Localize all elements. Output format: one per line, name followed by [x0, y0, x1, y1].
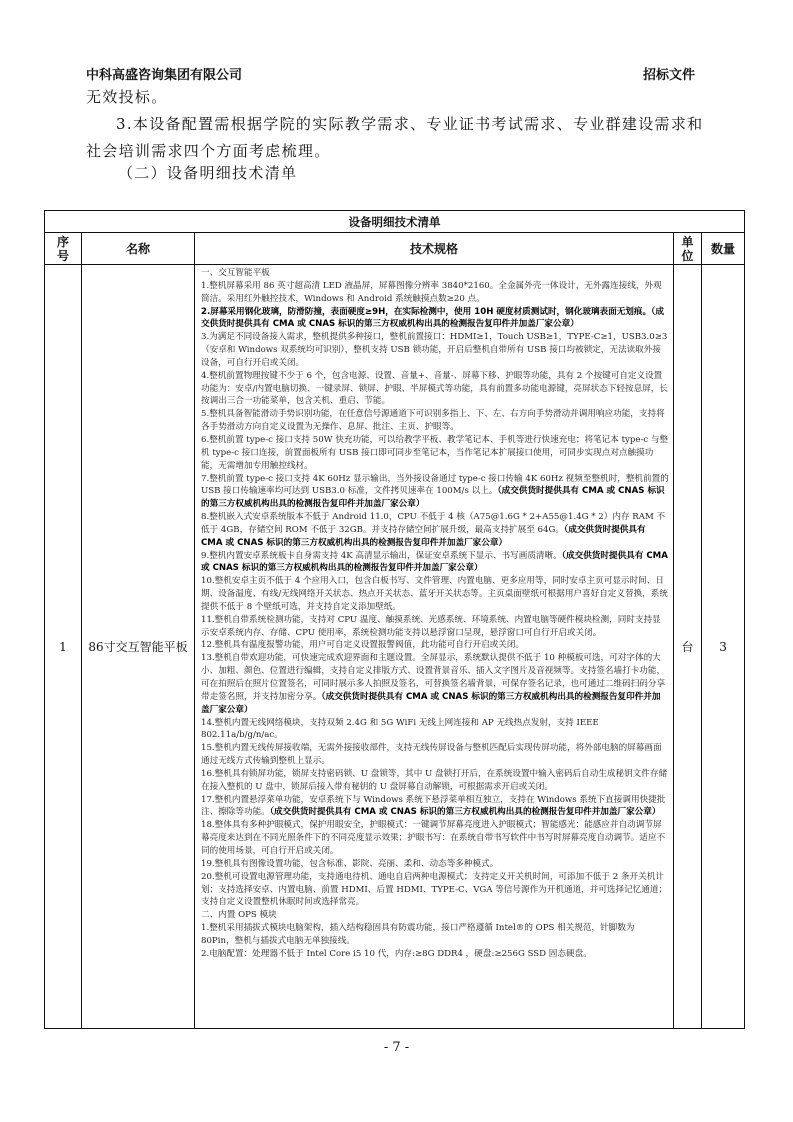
paragraph-continued: 无效投标。 — [86, 88, 168, 106]
spec-line: 20.整机可设置电源管理功能，支持通电待机、通电自启两种电源模式；支持定义开关机时间，可添加不低于 2 条开关机计划；支持选择安卓、内置电脑、前置 HDMI、后置 HDMI、TYPE-C、VGA 等信号源作为开机通道，并可选择记忆通道；支持自定义设置整机休眠时间或选择常亮。 — [201, 871, 668, 908]
row-unit: 台 — [674, 265, 702, 1029]
col-header-spec: 技术规格 — [195, 233, 674, 265]
row-qty: 3 — [702, 265, 745, 1029]
spec-line: 5.整机具备智能滑动手势识别功能，在任意信号源通道下可识别多指上、下、左、右方向手势滑动并调用响应功能，支持将各手势滑动方向自定义设置为无操作、息屏、批注、主页、护眼等。 — [201, 409, 665, 433]
spec-line: 3.为满足不同设备接入需求，整机提供多种接口，整机前置接口：HDMI≥1，Touch USB≥1，TYPE-C≥1，USB3.0≥3（安卓和 Windows 双系统均可识别），整机支持 USB 锁功能，开启后整机自带所有 USB 接口均被锁定，无法读取外接设备，可自行开启或关闭。 — [201, 332, 668, 368]
col-header-unit: 单 位 — [674, 233, 702, 265]
spec-line — [201, 306, 669, 332]
col-header-qty: 数量 — [702, 233, 745, 265]
spec-line: 1.整机屏幕采用 86 英寸超高清 LED 液晶屏，屏幕图像分辨率 3840*2160。全金属外壳一体设计，无外露连接线，外观简洁。采用红外触控技术，Windows 和 Android 系统触摸点数≥20 点。 — [201, 280, 662, 304]
table-row — [45, 265, 745, 1029]
row-no: 1 — [45, 265, 82, 1029]
spec-line: 6.整机前置 type-c 接口支持 50W 快充功能，可以给教学平板、教学笔记本、手机等进行快速充电；将笔记本 type-c 与整机 type-c 接口连接，前置面板所有 USB 接口即可同步至笔记本，当作笔记本扩展接口使用，可同步实现点对点触摸功能，无需增加专用触控线材。 — [201, 434, 669, 471]
spec-line: 18.整体具有多种护眼模式，保护用眼安全，护眼模式：一键调节屏幕亮度进入护眼模式；智能感光：能感应并自动调节屏幕亮度来达到在不同光照条件下的不同亮度显示效果；护眼书写：在系统自带书写软件中书写时屏幕亮度自动调节。适应不同的使用场景，可自行开启或关闭。 — [201, 820, 666, 856]
col-header-name: 名称 — [82, 233, 195, 265]
row-name: 86寸交互智能平板 — [82, 265, 195, 1029]
spec-line: 19.整机具有图像设置功能，包含标准、影院、亮丽、柔和、动态等多种模式。 — [201, 858, 499, 869]
spec-line: 12.整机具有温度报警功能，用户可自定义设置报警阀值，此功能可自行开启或关闭。 — [201, 640, 525, 651]
table-title: 设备明细技术清单 — [45, 211, 745, 233]
spec-line: 8.整机嵌入式安卓系统版本不低于 Android 11.0，CPU 不低于 4 核（A75@1.6G * 2+A55@1.4G * 2）内存 RAM 不低于 4GB，存储空间 ROM 不低于 32GB。并支持存储空间扩展升级，最高支持扩展至 64G。（成交供货时提供具有 CMA 或 CNAS 标识的第三方权威机构出具的检测报告复印件并加盖厂家公章） — [201, 512, 666, 548]
page-number: - 7 - — [383, 1040, 410, 1055]
paragraph-3: 3.本设备配置需根据学院的实际教学需求、专业证书考试需求、专业群建设需求和社会培训需求四个方面考虑梳理。 — [86, 115, 704, 160]
spec-line: 16.整机具有锁屏功能，锁屏支持密码锁、U 盘锁等，其中 U 盘锁打开后，在系统设置中输入密码后自动生成秘钥文件存储在接入整机的 U 盘中，锁屏后接入带有秘钥的 U 盘屏幕自动解锁，可根据需求开启或关闭。 — [201, 768, 668, 792]
spec-line: 17.整机内置悬浮菜单功能，安卓系统下与 Windows 系统下悬浮菜单相互独立，支持在 Windows 系统下直接调用快捷批注、擦除等功能。（成交供货时提供具有 CMA 或 CNAS 标识的第三方权威机构出具的检测报告复印件并加盖厂家公章） — [201, 794, 666, 818]
header-doc-type: 招标文件 — [642, 68, 695, 83]
spec-requirement-note: （成交供货时提供具有 CMA 或 CNAS 标识的第三方权威机构出具的检测报告复印件并加盖厂家公章） — [201, 691, 661, 715]
spec-line: 11.整机自带系统检测功能，支持对 CPU 温度、触摸系统、光感系统、环境系统、内置电脑等硬件模块检测，同时支持显示安卓系统内存、存储、CPU 使用率，系统检测功能支持以悬浮窗口呈现，悬浮窗口可自行开启或关闭。 — [201, 614, 661, 638]
spec-requirement-note: （成交供货时提供具有 CMA 或 CNAS 标识的第三方权威机构出具的检测报告复印件并加盖厂家公章） — [269, 807, 661, 818]
spec-line: 2.电脑配置：处理器不低于 Intel Core i5 10 代，内存:≥8G DDR4 ，硬盘:≥256G SSD 固态硬盘。 — [201, 948, 592, 959]
row-spec — [195, 265, 674, 1029]
spec-line: 14.整机内置无线网络模块，支持双频 2.4G 和 5G WiFi 无线上网连接和 AP 无线热点发射，支持 IEEE 802.11a/b/g/n/ac。 — [201, 717, 599, 741]
spec-requirement-note: （成交供货时提供具有 CMA 或 CNAS 标识的第三方权威机构出具的检测报告复印件并加盖厂家公章） — [201, 486, 665, 510]
spec-line: 15.整机内置无线传屏接收端，无需外接接收部件，支持无线传屏设备与整机匹配后实现传屏功能，将外部电脑的屏幕画面通过无线方式传输到整机上显示。 — [201, 743, 662, 767]
spec-line: 13.整机自带欢迎功能，可快速完成欢迎界面和主题设置。全屏显示，系统默认提供不低于 10 种模板可选，可对字体的大小、加粗、颜色、位置进行编辑，支持自定义排版方式、设置背景音乐、插入文字图片及音视频等。支持签名墙打卡功能，可在拍照后在照片位置签名，可同时展示多人拍照及签名，可替换签名墙背景，可保存签名记录，也可通过二维码扫码分享带走签名照，并支持加密分享。（成交供货时提供具有 CMA 或 CNAS 标识的第三方权威机构出具的检测报告复印件并加盖厂家公章） — [201, 653, 666, 715]
table-header-row — [45, 233, 745, 265]
spec-table — [44, 210, 745, 1029]
spec-line: 7.整机前置 type-c 接口支持 4K 60Hz 显示输出，当外接设备通过 type-c 接口传输 4K 60Hz 视频至整机时，整机前置的 USB 接口传输速率均可达到 USB3.0 标准，文件拷贝速率在 100M/s 以上。（成交供货时提供具有 CMA 或 CNAS 标识的第三方权威机构出具的检测报告复印件并加盖厂家公章） — [201, 473, 669, 510]
spec-requirement-note: （成交供货时提供具有 CMA 或 CNAS 标识的第三方权威机构出具的检测报告复印件并加盖厂家公章） — [201, 524, 646, 548]
col-header-no: 序 号 — [45, 233, 82, 265]
spec-line: 一、交互智能平板 — [201, 268, 270, 278]
spec-requirement-note: （成交供货时提供具有 CMA 或 CNAS 标识的第三方权威机构出具的检测报告复印件并加盖厂家公章） — [201, 550, 668, 574]
spec-line: 1.整机采用插拔式模块电脑架构，插入结构稳固具有防震功能，接口严格遵循 Intel®的 OPS 相关规范，针脚数为 80Pin，整机与插拔式电脑无单独接线。 — [201, 923, 635, 946]
header-company: 中科高盛咨询集团有限公司 — [86, 68, 243, 83]
section-heading: （二）设备明细技术清单 — [118, 164, 298, 182]
spec-line: 二、内置 OPS 模块 — [201, 910, 277, 921]
spec-requirement-note: 2.屏幕采用钢化玻璃，防滑防撞，表面硬度≥9H，在实际检测中，使用 10H 硬度材质测试时，钢化玻璃表面无划痕。（成交供货时提供具有 CMA 或 CNAS 标识的第三方权威机构出具的检测报告复印件并加盖厂家公章） — [201, 306, 664, 330]
spec-line: 10.整机安卓主页不低于 4 个应用入口，包含白板书写、文件管理、内置电脑、更多应用等，同时安卓主页可显示时间、日期、设备温度、有线/无线网络开关状态、热点开关状态、蓝牙开关状态等。主页桌面壁纸可根据用户喜好自定义替换，系统提供不低于 8 个壁纸可选，并支持自定义添加壁纸。 — [201, 576, 668, 612]
spec-line: 9.整机内置安卓系统板卡自身需支持 4K 高清显示输出，保证安卓系统下显示、书写画质清晰。（成交供货时提供具有 CMA 或 CNAS 标识的第三方权威机构出具的检测报告复印件并加盖厂家公章） — [201, 550, 668, 574]
spec-line: 4.整机前置物理按键不少于 6 个，包含电源、设置、音量+、音量-、屏幕下移、护眼等功能，具有 2 个按键可自定义设置功能为：安卓/内置电脑切换、一键录屏、锁屏、护眼、半屏模式等功能，具有前置多功能电源键，亮屏状态下轻按息屏，长按调出三合一功能菜单，包含关机、重启、节能。 — [201, 370, 668, 407]
